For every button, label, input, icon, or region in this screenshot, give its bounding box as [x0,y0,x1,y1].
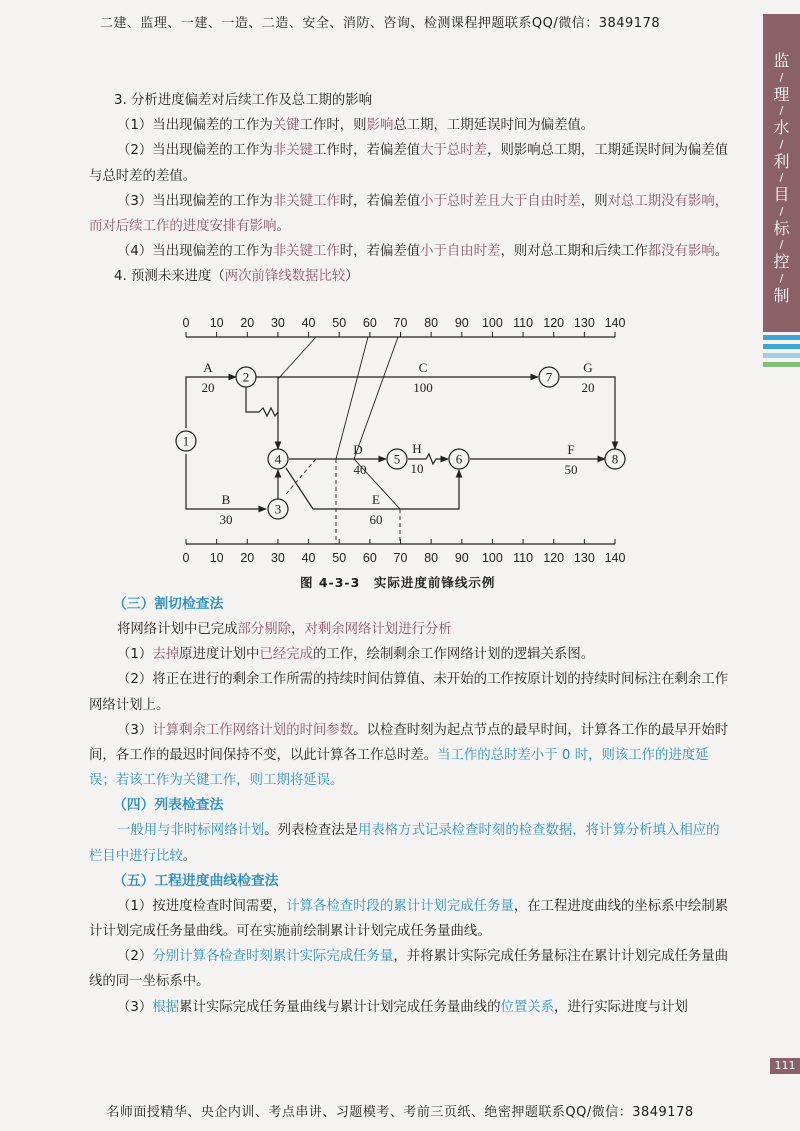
activity-duration-g: 20 [581,380,595,395]
node-label-4: 4 [274,451,282,467]
section3-item-2: （2）当出现偏差的工作为非关键工作时，若偏差值大于总时差，则影响总工期，工期延误时间为偏差值与总时差的差值。 [89,143,729,184]
bottom-time-scale [183,539,626,565]
tick-label-bottom: 70 [393,551,408,565]
tick-label-bottom: 80 [424,551,439,565]
section-san-item-1: （1）去掉原进度计划中已经完成的工作，绘制剩余工作网络计划的逻辑关系图。 [117,647,595,663]
tick-label-top: 60 [362,316,377,330]
tick-label-bottom: 140 [604,551,626,565]
node-label-1: 1 [182,433,190,449]
activity-duration-d: 40 [353,462,367,477]
tick-label-top: 20 [240,316,255,330]
activity-name-f: F [567,442,575,457]
sidebar-title: 监 / 理 / 水 / 利 / 目 / 标 / 控 / 制 [773,51,790,305]
page-header: 二建、监理、一建、一造、二造、安全、消防、咨询、检测课程押题联系QQ/微信：3849178 [99,16,661,31]
activity-duration-a: 20 [201,380,215,395]
section4-heading: 4. 预测未来进度（两次前锋线数据比较） [114,269,359,285]
activity-name-e: E [372,492,380,507]
tick-label-top: 90 [454,316,469,330]
tick-label-bottom: 60 [362,551,377,565]
tick-label-bottom: 10 [209,551,224,565]
tick-label-top: 130 [573,316,595,330]
section-wu-item-1: （1）按进度检查时间需要，计算各检查时段的累计计划完成任务量，在工程进度曲线的坐标系中绘制累计计划完成任务量曲线。可在实施前绘制累计计划完成任务量曲线。 [89,898,729,940]
tick-label-top: 120 [543,316,565,330]
node-label-2: 2 [242,369,250,385]
section-wu-item-2: （2）分别计算各检查时刻累计实际完成任务量，并将累计实际完成任务量标注在累计计划完成任务量曲线的同一坐标系中。 [89,949,729,990]
network-diagram [168,312,638,570]
tick-label-top: 70 [393,316,408,330]
tick-label-bottom: 30 [270,551,285,565]
activity-name-a: A [203,360,213,375]
tick-label-top: 100 [481,316,503,330]
dummy-zigzag [246,387,278,416]
tick-label-bottom: 0 [182,551,190,565]
top-time-scale [183,316,626,337]
tick-label-bottom: 120 [543,551,565,565]
sidebar-tab [763,14,800,332]
section-san-heading: （三）割切检查法 [113,596,224,612]
tick-label-top: 140 [604,316,626,330]
activity-name-c: C [418,360,428,375]
section-san-intro: 将网络计划中已完成部分剔除，对剩余网络计划进行分析 [117,622,452,637]
activity-duration-e: 60 [369,512,383,527]
tick-label-top: 110 [513,316,534,330]
tick-label-top: 40 [301,316,316,330]
activity-name-h: H [412,441,422,456]
section3-item-1: （1）当出现偏差的工作为关键工作时，则影响总工期，工期延误时间为偏差值。 [117,118,595,134]
tick-label-top: 0 [182,316,190,330]
node-label-3: 3 [274,501,282,517]
section-si-heading: （四）列表检查法 [113,797,224,814]
node-label-5: 5 [393,451,401,467]
section3-heading: 3. 分析进度偏差对后续工作及总工期的影响 [114,93,373,108]
section-san-item-3: （3）计算剩余工作网络计划的时间参数。以检查时刻为起点节点的最早时间，计算各工作的最早开始时间，各工作的最迟时间保持不变，以此计算各工作总时差。当工作的总时差小于 0 时，则该工作的进度延误；若该工作为关键工作，则工期将延误。 [89,722,729,789]
tick-label-bottom: 40 [301,551,316,565]
sidebar-stripes [763,335,800,395]
main-content [89,88,729,290]
tick-label-bottom: 20 [240,551,255,565]
section3-item-4: （4）当出现偏差的工作为非关键工作时，若偏差值小于自由时差，则对总工期和后续工作都没有影响。 [117,244,729,260]
activity-name-g: G [583,360,593,375]
figure-caption: 图 4-3-3 实际进度前锋线示例 [300,575,496,590]
tick-label-bottom: 100 [481,551,503,565]
tick-label-bottom: 50 [332,551,347,565]
main-content-lower [89,592,729,1020]
activity-duration-b: 30 [219,512,233,527]
tick-label-top: 30 [270,316,285,330]
activity-duration-h: 10 [410,461,424,476]
node-label-6: 6 [455,451,463,467]
tick-label-bottom: 90 [454,551,469,565]
section-si-text: 一般用与非时标网络计划。列表检查法是用表格方式记录检查时刻的检查数据，将计算分析填入相应的栏目中进行比较。 [89,823,720,864]
tick-label-bottom: 110 [513,551,534,565]
section-san-item-2: （2）将正在进行的剩余工作所需的持续时间估算值、未开始的工作按原计划的持续时间标注在剩余工作网络计划上。 [89,672,729,713]
section-wu-item-3: （3）根据累计实际完成任务量曲线与累计计划完成任务量曲线的位置关系，进行实际进度与计划 [117,999,688,1015]
tick-label-top: 80 [424,316,439,330]
activity-name-b: B [221,492,231,507]
tick-label-top: 50 [332,316,347,330]
section-wu-heading: （五）工程进度曲线检查法 [113,872,279,889]
activity-name-d: D [353,442,363,457]
page-footer: 名师面授精华、央企内训、考点串讲、习题模考、考前三页纸、绝密押题联系QQ/微信：3849178 [106,1105,694,1120]
page-number: 111 [770,1058,800,1074]
activity-duration-c: 100 [413,380,433,395]
node-label-7: 7 [545,369,553,385]
tick-label-bottom: 130 [573,551,595,565]
node-label-8: 8 [611,451,619,467]
activity-duration-f: 50 [564,462,578,477]
tick-label-top: 10 [209,316,224,330]
section3-item-3: （3）当出现偏差的工作为非关键工作时，若偏差值小于总时差且大于自由时差，则对总工期没有影响，而对后续工作的进度安排有影响。 [89,193,729,235]
